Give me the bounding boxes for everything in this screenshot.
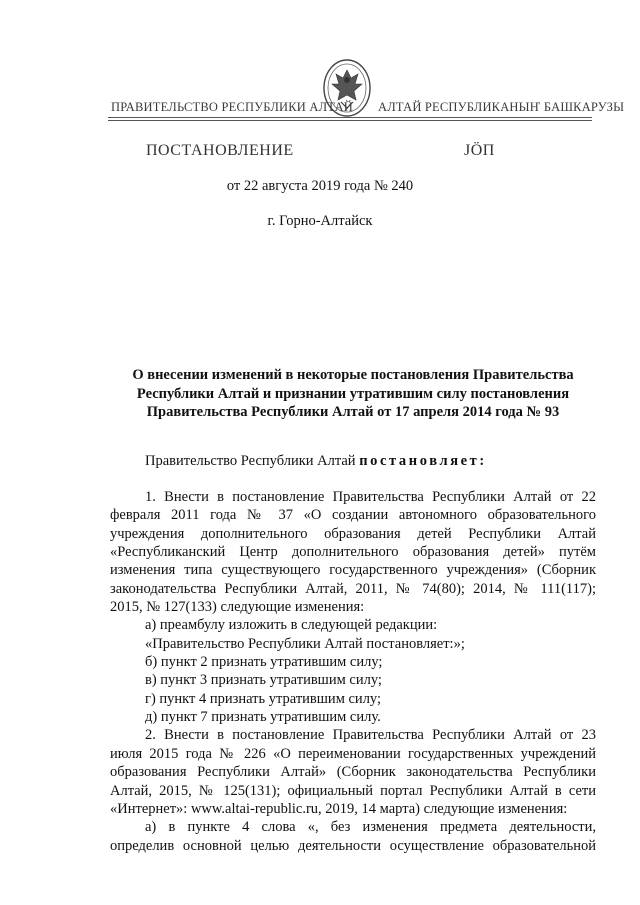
header-rule-top [108,117,592,118]
body-line: определив основной целью деятельности осуществление образовательной [110,837,596,854]
title-line: Правительства Республики Алтай от 17 апреля 2014 года № 93 [146,404,560,421]
decree-title [110,366,596,422]
decree-label-altai: ЈӦП [464,142,495,159]
body-line: июля 2015 года № 226 «О переименовании государственных учреждений [110,745,596,762]
decree-date-number: от 22 августа 2019 года № 240 [226,178,414,194]
preamble-verb: постановляет: [359,453,487,469]
body-line: образования Республики Алтай» (Сборник законодательства Республики [110,764,596,781]
body-line: г) пункт 4 признать утратившим силу; [145,690,382,707]
body-line: учреждения дополнительного образования детей Республики Алтай [110,525,596,542]
body-line: законодательства Республики Алтай, 2011, № 74(80); 2014, № 111(117); [110,580,596,597]
body-line: а) преамбулу изложить в следующей редакции: [145,617,438,634]
body-line: 2015, № 127(133) следующие изменения: [110,599,365,616]
body-line: «Республиканский Центр дополнительного образования детей» путём [110,544,596,561]
body-line: «Интернет»: www.altai-republic.ru, 2019, 14 марта) следующие изменения: [110,800,568,817]
decree-city: г. Горно-Алтайск [267,213,373,229]
body-line: 1. Внести в постановление Правительства Республики Алтай от 22 [145,489,596,505]
title-line: Республики Алтай и признании утратившим силу постановления [136,385,570,402]
government-name-altai: АЛТАЙ РЕСПУБЛИКАНЫҤ БАШКАРУЗЫ [378,100,625,114]
body-line: Алтай, 2015, № 125(131); официальный портал Республики Алтай в сети [110,782,596,799]
decree-body [110,488,596,855]
decree-label-russian: ПОСТАНОВЛЕНИЕ [146,142,294,159]
header-rule-bottom [108,120,592,121]
title-line: О внесении изменений в некоторые постановления Правительства [132,367,574,383]
body-line: февраля 2011 года № 37 «О создании автономного образовательного [110,507,596,524]
body-line: «Правительство Республики Алтай постановляет:»; [145,635,465,652]
body-line: изменения типа существующего государственного учреждения» (Сборник [110,562,596,579]
preamble-text: Правительство Республики Алтай [145,453,360,469]
preamble [145,453,487,470]
government-name-russian: ПРАВИТЕЛЬСТВО РЕСПУБЛИКИ АЛТАЙ [111,100,353,114]
body-line: б) пункт 2 признать утратившим силу; [145,654,383,671]
body-line: а) в пункте 4 слова «, без изменения предмета деятельности, [145,819,596,836]
body-line: 2. Внести в постановление Правительства Республики Алтай от 23 [145,727,596,744]
body-line: в) пункт 3 признать утратившим силу; [145,672,382,689]
body-line: д) пункт 7 признать утратившим силу. [145,709,381,726]
